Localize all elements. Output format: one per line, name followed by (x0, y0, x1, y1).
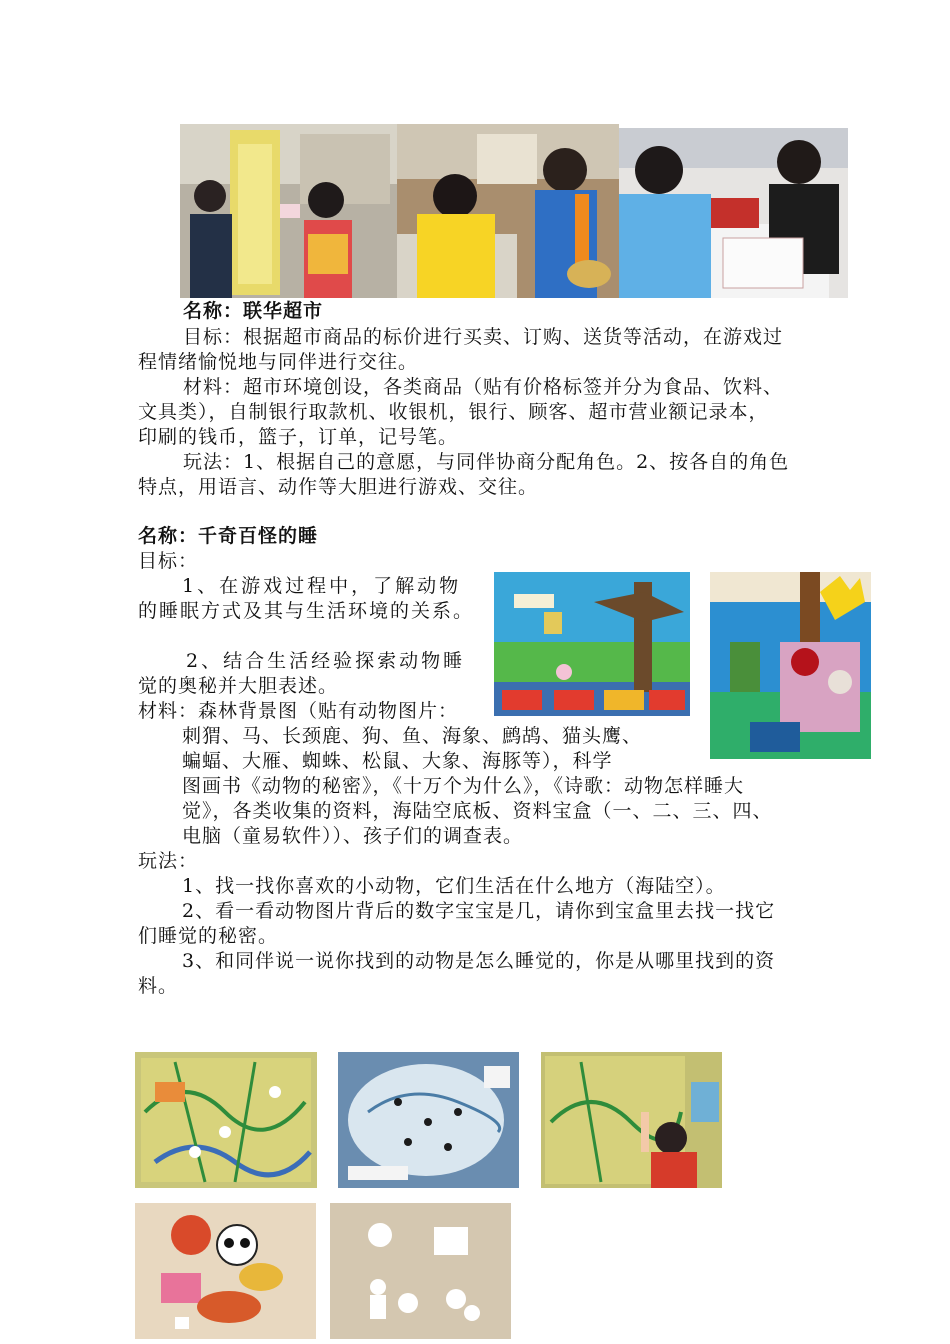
map-board-photo-2 (338, 1052, 519, 1188)
section2-materials-line5: 觉》，各类收集的资料，海陆空底板、资料宝盒（一、二、三、四、 (182, 800, 773, 822)
section1-materials-line1: 材料：超市环境创设，各类商品（贴有价格标签并分为食品、饮料、 (183, 376, 784, 398)
forest-mural-photo (494, 572, 690, 716)
section1-play-line2: 特点，用语言、动作等大胆进行游戏、交往。 (138, 476, 539, 498)
section2-play3-line2: 料。 (138, 975, 179, 997)
section2-materials-line3: 蝙蝠、大雁、蜘蛛、松鼠、大象、海豚等），科学 (182, 750, 613, 772)
section2-play2-line2: 们睡觉的秘密。 (138, 925, 279, 947)
section1-materials-line3: 印刷的钱币，篮子，订单，记号笔。 (138, 426, 459, 448)
section2-play2-line1: 2、看一看动物图片背后的数字宝宝是几，请你到宝盒里去找一找它 (182, 900, 776, 922)
animal-cutouts-photo (135, 1203, 316, 1339)
animal-shapes-photo (330, 1203, 511, 1339)
section2-goal1-line2: 的睡眠方式及其与生活环境的关系。 (138, 600, 475, 622)
supermarket-photo-2 (397, 124, 619, 298)
section2-play1: 1、找一找你喜欢的小动物，它们生活在什么地方（海陆空）。 (182, 875, 726, 897)
section1-goal-line2: 程情绪愉悦地与同伴进行交往。 (138, 351, 419, 373)
section1-materials-line2: 文具类），自制银行取款机、收银机，银行、顾客、超市营业额记录本， (138, 401, 769, 423)
section1-title: 名称：联华超市 (183, 300, 324, 322)
map-board-photo-1 (135, 1052, 317, 1188)
map-board-child-photo (541, 1052, 722, 1188)
animal-toys-photo (710, 572, 871, 759)
supermarket-photo-3 (619, 128, 848, 298)
section2-title: 名称：千奇百怪的睡 (138, 525, 319, 547)
section2-materials-line1: 材料：森林背景图（贴有动物图片： (138, 700, 459, 722)
supermarket-photo-1 (180, 124, 398, 298)
section2-goal2-line2: 觉的奥秘并大胆表述。 (138, 675, 339, 697)
section2-materials-line4: 图画书《动物的秘密》，《十万个为什么》，《诗歌：动物怎样睡大 (182, 775, 745, 797)
section2-play3-line1: 3、和同伴说一说你找到的动物是怎么睡觉的，你是从哪里找到的资 (182, 950, 776, 972)
section2-goal2-line1: 2、结合生活经验探索动物睡 (186, 650, 466, 672)
section1-play-line1: 玩法：1、根据自己的意愿，与同伴协商分配角色。2、按各自的角色 (183, 451, 790, 473)
section1-goal-line1: 目标：根据超市商品的标价进行买卖、订购、送货等活动，在游戏过 (183, 326, 784, 348)
section2-materials-line2: 刺猬、马、长颈鹿、狗、鱼、海象、鹧鸪、猫头鹰、 (182, 725, 643, 747)
section2-goal1-line1: 1、在游戏过程中，了解动物 (182, 575, 462, 597)
section2-materials-line6: 电脑（童易软件））、孩子们的调查表。 (182, 825, 524, 847)
section2-goal-label: 目标： (138, 550, 199, 572)
section2-play-label: 玩法： (138, 850, 199, 872)
